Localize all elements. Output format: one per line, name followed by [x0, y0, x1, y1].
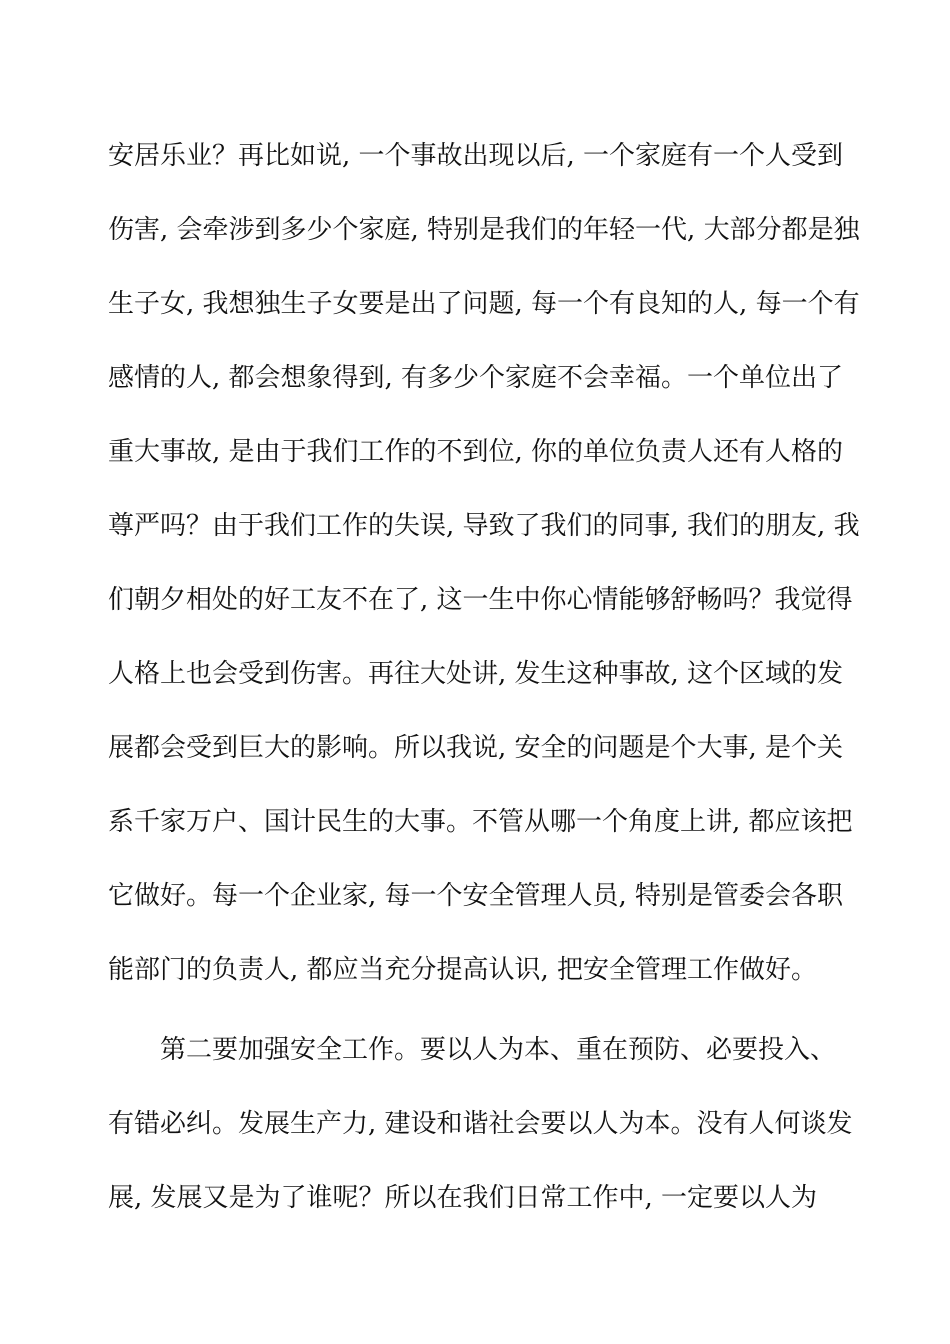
- text-line: 伤害, 会牵涉到多少个家庭, 特别是我们的年轻一代, 大部分都是独: [108, 215, 860, 245]
- text-line: 展, 发展又是为了谁呢？所以在我们日常工作中, 一定要以人为: [108, 1183, 818, 1213]
- text-line: 安居乐业？再比如说, 一个事故出现以后, 一个家庭有一个人受到: [108, 141, 844, 171]
- paragraph-first-line: 第二要加强安全工作。要以人为本、重在预防、必要投入、: [160, 1035, 837, 1065]
- text-line: 能部门的负责人, 都应当充分提高认识, 把安全管理工作做好。: [108, 955, 818, 985]
- text-line: 生子女, 我想独生子女要是出了问题, 每一个有良知的人, 每一个有: [108, 289, 860, 319]
- text-line: 重大事故, 是由于我们工作的不到位, 你的单位负责人还有人格的: [108, 437, 844, 467]
- text-line: 系千家万户、国计民生的大事。不管从哪一个角度上讲, 都应该把: [108, 807, 853, 837]
- text-line: 人格上也会受到伤害。再往大处讲, 发生这种事故, 这个区域的发: [108, 659, 844, 689]
- text-line: 感情的人, 都会想象得到, 有多少个家庭不会幸福。一个单位出了: [108, 363, 844, 393]
- text-line: 它做好。每一个企业家, 每一个安全管理人员, 特别是管委会各职: [108, 881, 844, 911]
- text-line: 展都会受到巨大的影响。所以我说, 安全的问题是个大事, 是个关: [108, 733, 844, 763]
- text-line: 有错必纠。发展生产力, 建设和谐社会要以人为本。没有人何谈发: [108, 1109, 853, 1139]
- text-line: 尊严吗？由于我们工作的失误, 导致了我们的同事, 我们的朋友, 我: [108, 511, 860, 541]
- text-line: 们朝夕相处的好工友不在了, 这一生中你心情能够舒畅吗？我觉得: [108, 585, 853, 615]
